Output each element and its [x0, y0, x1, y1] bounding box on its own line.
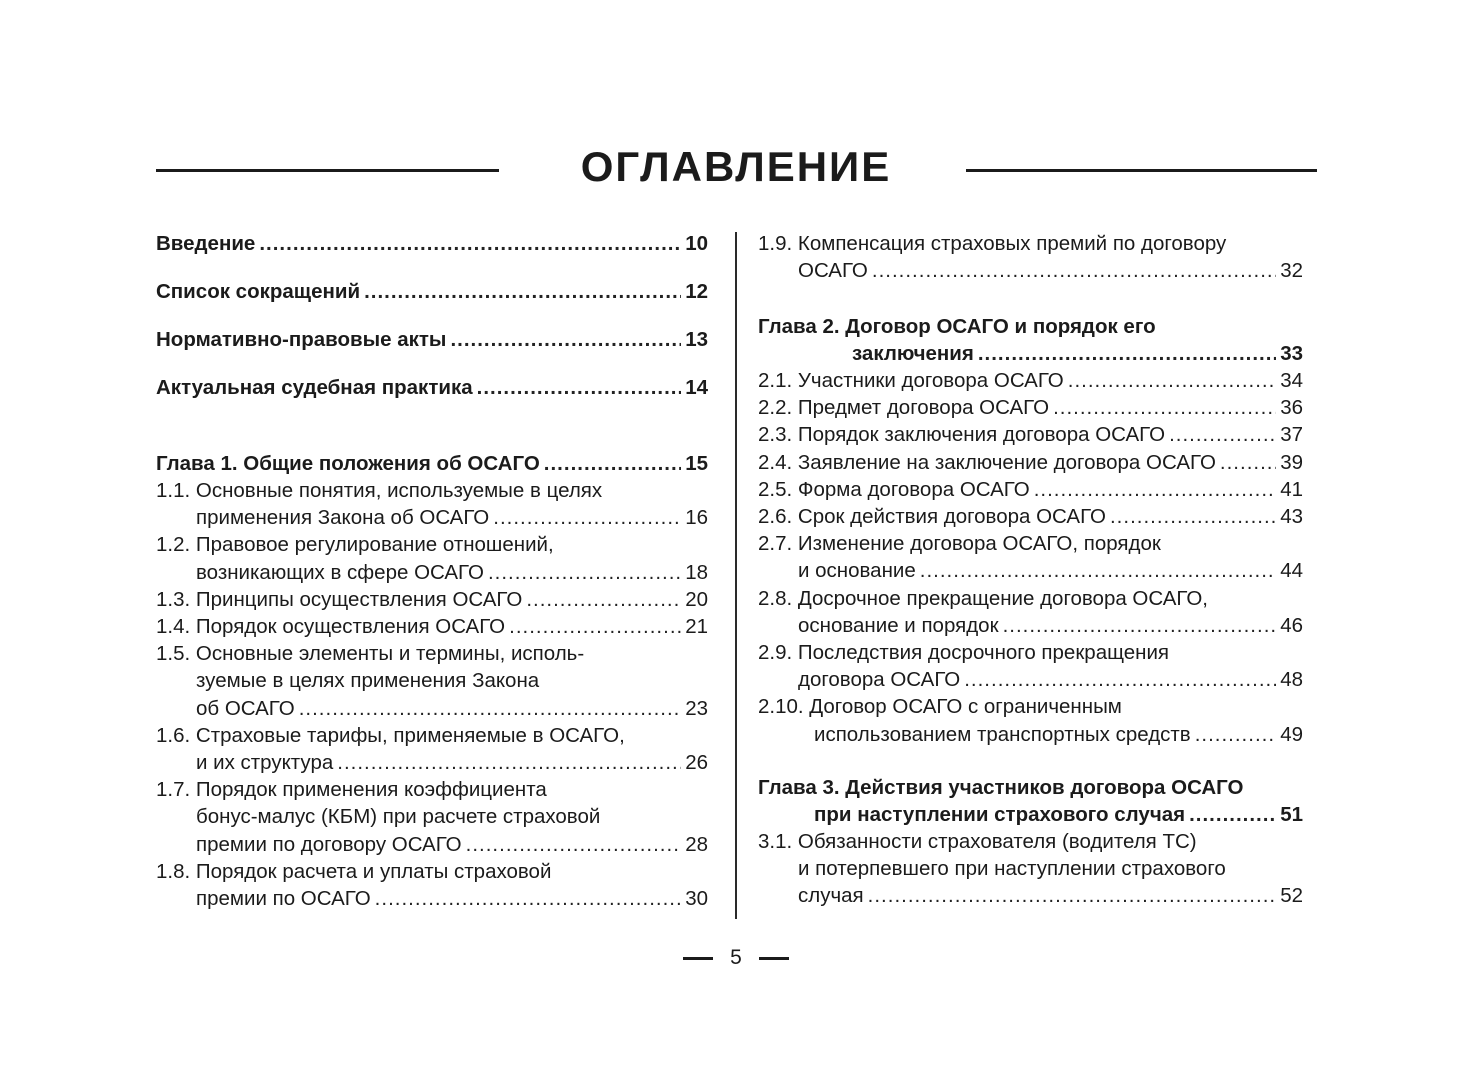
- leader-dots: [526, 586, 681, 613]
- toc-section-2-5[interactable]: [758, 476, 1303, 503]
- chapter-title: Глава 1. Общие положения об ОСАГО: [156, 452, 540, 475]
- section-line: 2.4. Заявление на заключение договора ОСАГО: [758, 450, 1216, 474]
- toc-entry-title: Введение: [156, 232, 256, 255]
- leader-dots: [978, 340, 1276, 367]
- section-page: 43: [1280, 505, 1303, 529]
- chapter-page: 33: [1280, 342, 1303, 366]
- section-page: 39: [1280, 450, 1303, 474]
- section-page: 21: [685, 615, 708, 639]
- section-page: 46: [1280, 613, 1303, 637]
- chapter-2-sections: [758, 367, 1303, 748]
- chapter-title: Глава 2. Договор ОСАГО и порядок его: [758, 315, 1156, 338]
- leader-dots: [544, 450, 681, 477]
- section-line: 1.1. Основные понятия, используемые в целях: [156, 479, 603, 502]
- leader-dots: [477, 374, 682, 401]
- chapter-3-sections: [758, 828, 1303, 910]
- page-title: ОГЛАВЛЕНИЕ: [580, 143, 892, 190]
- toc-section-2-8[interactable]: [758, 585, 1303, 639]
- section-page: 32: [1280, 259, 1303, 283]
- section-page: 16: [685, 506, 708, 530]
- toc-section-2-9[interactable]: [758, 639, 1303, 693]
- leader-dots: [450, 326, 681, 353]
- leader-dots: [1053, 394, 1276, 421]
- leader-dots: [920, 557, 1276, 584]
- toc-section-1-6[interactable]: [156, 722, 708, 776]
- section-line: премии по договору ОСАГО: [196, 832, 462, 856]
- section-page: 34: [1280, 369, 1303, 392]
- leader-dots: [1169, 421, 1276, 448]
- section-line: возникающих в сфере ОСАГО: [196, 560, 484, 584]
- section-line: случая: [798, 884, 864, 908]
- toc-section-1-8[interactable]: [156, 858, 708, 912]
- footer-dash-left: [683, 957, 713, 960]
- section-line: 3.1. Обязанности страхователя (водителя ТС): [758, 830, 1197, 853]
- toc-entry-intro[interactable]: [156, 230, 708, 257]
- leader-dots: [493, 504, 681, 531]
- leader-dots: [872, 257, 1276, 284]
- page-footer: [0, 946, 1472, 970]
- leader-dots: [868, 882, 1277, 909]
- leader-dots: [375, 885, 682, 912]
- toc-entry-page: 12: [685, 280, 708, 303]
- toc-section-1-1[interactable]: [156, 477, 708, 531]
- toc-section-1-9[interactable]: [758, 230, 1303, 284]
- toc-section-1-7[interactable]: [156, 776, 708, 858]
- toc-section-2-7[interactable]: [758, 530, 1303, 584]
- toc-entry-title: Список сокращений: [156, 280, 361, 303]
- section-line: и их структура: [196, 751, 334, 775]
- section-line: зуемые в целях применения Закона: [196, 669, 540, 693]
- section-page: 23: [685, 696, 708, 720]
- section-line: 2.10. Договор ОСАГО с ограниченным: [758, 695, 1122, 719]
- toc-entry-page: 13: [685, 328, 708, 351]
- section-page: 20: [685, 587, 708, 611]
- toc-chapter-3[interactable]: [758, 774, 1303, 828]
- toc-section-1-5[interactable]: [156, 640, 708, 722]
- section-page: 48: [1280, 668, 1303, 692]
- section-page: 41: [1280, 477, 1303, 501]
- section-line: 2.1. Участники договора ОСАГО: [758, 369, 1064, 392]
- leader-dots: [1003, 612, 1277, 639]
- section-page: 37: [1280, 423, 1303, 447]
- toc-section-2-6[interactable]: [758, 503, 1303, 530]
- toc-section-1-4[interactable]: [156, 613, 708, 640]
- toc-entry-title: Актуальная судебная практика: [156, 376, 473, 399]
- section-line: применения Закона об ОСАГО: [196, 506, 490, 530]
- toc-entry-page: 10: [685, 232, 708, 255]
- toc-section-2-1[interactable]: [758, 367, 1303, 394]
- leader-dots: [466, 831, 682, 858]
- column-divider: [735, 232, 737, 919]
- section-line: ОСАГО: [798, 259, 868, 283]
- leader-dots: [1195, 721, 1277, 748]
- leader-dots: [1068, 367, 1276, 394]
- section-page: 36: [1280, 396, 1303, 420]
- chapter-page: 15: [685, 452, 708, 475]
- toc-entry-page: 14: [685, 376, 708, 399]
- chapter-page: 51: [1280, 803, 1303, 827]
- section-page: 26: [685, 751, 708, 775]
- chapter-title: заключения: [852, 342, 974, 366]
- section-line: 1.7. Порядок применения коэффициента: [156, 778, 547, 802]
- section-line: 1.3. Принципы осуществления ОСАГО: [156, 587, 523, 611]
- section-line: премии по ОСАГО: [196, 887, 371, 911]
- leader-dots: [364, 278, 681, 305]
- section-line: 1.8. Порядок расчета и уплаты страховой: [156, 859, 552, 883]
- section-line: 1.5. Основные элементы и термины, исполь-: [156, 642, 585, 666]
- section-line: 1.6. Страховые тарифы, применяемые в ОСАГО,: [156, 723, 625, 747]
- section-line: 2.5. Форма договора ОСАГО: [758, 477, 1030, 501]
- chapter-title: при наступлении страхового случая: [814, 803, 1186, 827]
- section-line: использованием транспортных средств: [814, 722, 1191, 746]
- section-line: 2.9. Последствия досрочного прекращения: [758, 641, 1170, 665]
- section-page: 18: [685, 560, 708, 584]
- leader-dots: [509, 613, 681, 640]
- footer-dash-right: [759, 957, 789, 960]
- leader-dots: [259, 230, 681, 257]
- toc-entry-legal-acts[interactable]: [156, 326, 708, 353]
- section-line: 1.9. Компенсация страховых премий по договору: [758, 232, 1227, 255]
- section-line: 1.2. Правовое регулирование отношений,: [156, 533, 554, 557]
- section-line: 2.7. Изменение договора ОСАГО, порядок: [758, 532, 1161, 556]
- section-line: договора ОСАГО: [798, 668, 961, 692]
- toc-chapter-2[interactable]: [758, 313, 1303, 367]
- section-page: 44: [1280, 559, 1303, 583]
- leader-dots: [1110, 503, 1276, 530]
- toc-chapter-1[interactable]: [156, 450, 708, 477]
- leader-dots: [488, 559, 681, 586]
- section-page: 52: [1280, 884, 1303, 908]
- toc-section-2-2[interactable]: [758, 394, 1303, 421]
- toc-entry-abbreviations[interactable]: [156, 278, 708, 305]
- section-line: 2.6. Срок действия договора ОСАГО: [758, 505, 1106, 529]
- leader-dots: [1220, 449, 1276, 476]
- page-number: 5: [730, 946, 742, 969]
- leader-dots: [337, 749, 681, 776]
- chapter-title: Глава 3. Действия участников договора ОСАГО: [758, 776, 1244, 799]
- leader-dots: [1189, 801, 1276, 828]
- leader-dots: [964, 666, 1276, 693]
- section-line: 2.2. Предмет договора ОСАГО: [758, 396, 1050, 420]
- section-line: и потерпевшего при наступлении страхового: [798, 857, 1226, 881]
- toc-section-1-3[interactable]: [156, 586, 708, 613]
- section-line: основание и порядок: [798, 613, 999, 637]
- section-line: 1.4. Порядок осуществления ОСАГО: [156, 615, 506, 639]
- toc-entry-title: Нормативно-правовые акты: [156, 328, 447, 351]
- title-rule-right: [966, 169, 1317, 172]
- toc-entry-court-practice[interactable]: [156, 374, 708, 401]
- section-line: бонус-малус (КБМ) при расчете страховой: [196, 805, 601, 829]
- toc-section-3-1[interactable]: [758, 828, 1303, 910]
- section-line: и основание: [798, 559, 916, 583]
- chapter-1-sections: [156, 477, 708, 912]
- section-line: 2.3. Порядок заключения договора ОСАГО: [758, 423, 1166, 447]
- toc-section-2-10[interactable]: [758, 693, 1303, 747]
- toc-section-2-3[interactable]: [758, 421, 1303, 448]
- section-line: об ОСАГО: [196, 696, 295, 720]
- leader-dots: [1034, 476, 1277, 503]
- section-page: 49: [1280, 722, 1303, 746]
- section-line: 2.8. Досрочное прекращение договора ОСАГО,: [758, 586, 1208, 610]
- toc-section-2-4[interactable]: [758, 449, 1303, 476]
- section-page: 28: [685, 832, 708, 856]
- toc-section-1-2[interactable]: [156, 531, 708, 585]
- leader-dots: [299, 695, 681, 722]
- section-page: 30: [685, 887, 708, 911]
